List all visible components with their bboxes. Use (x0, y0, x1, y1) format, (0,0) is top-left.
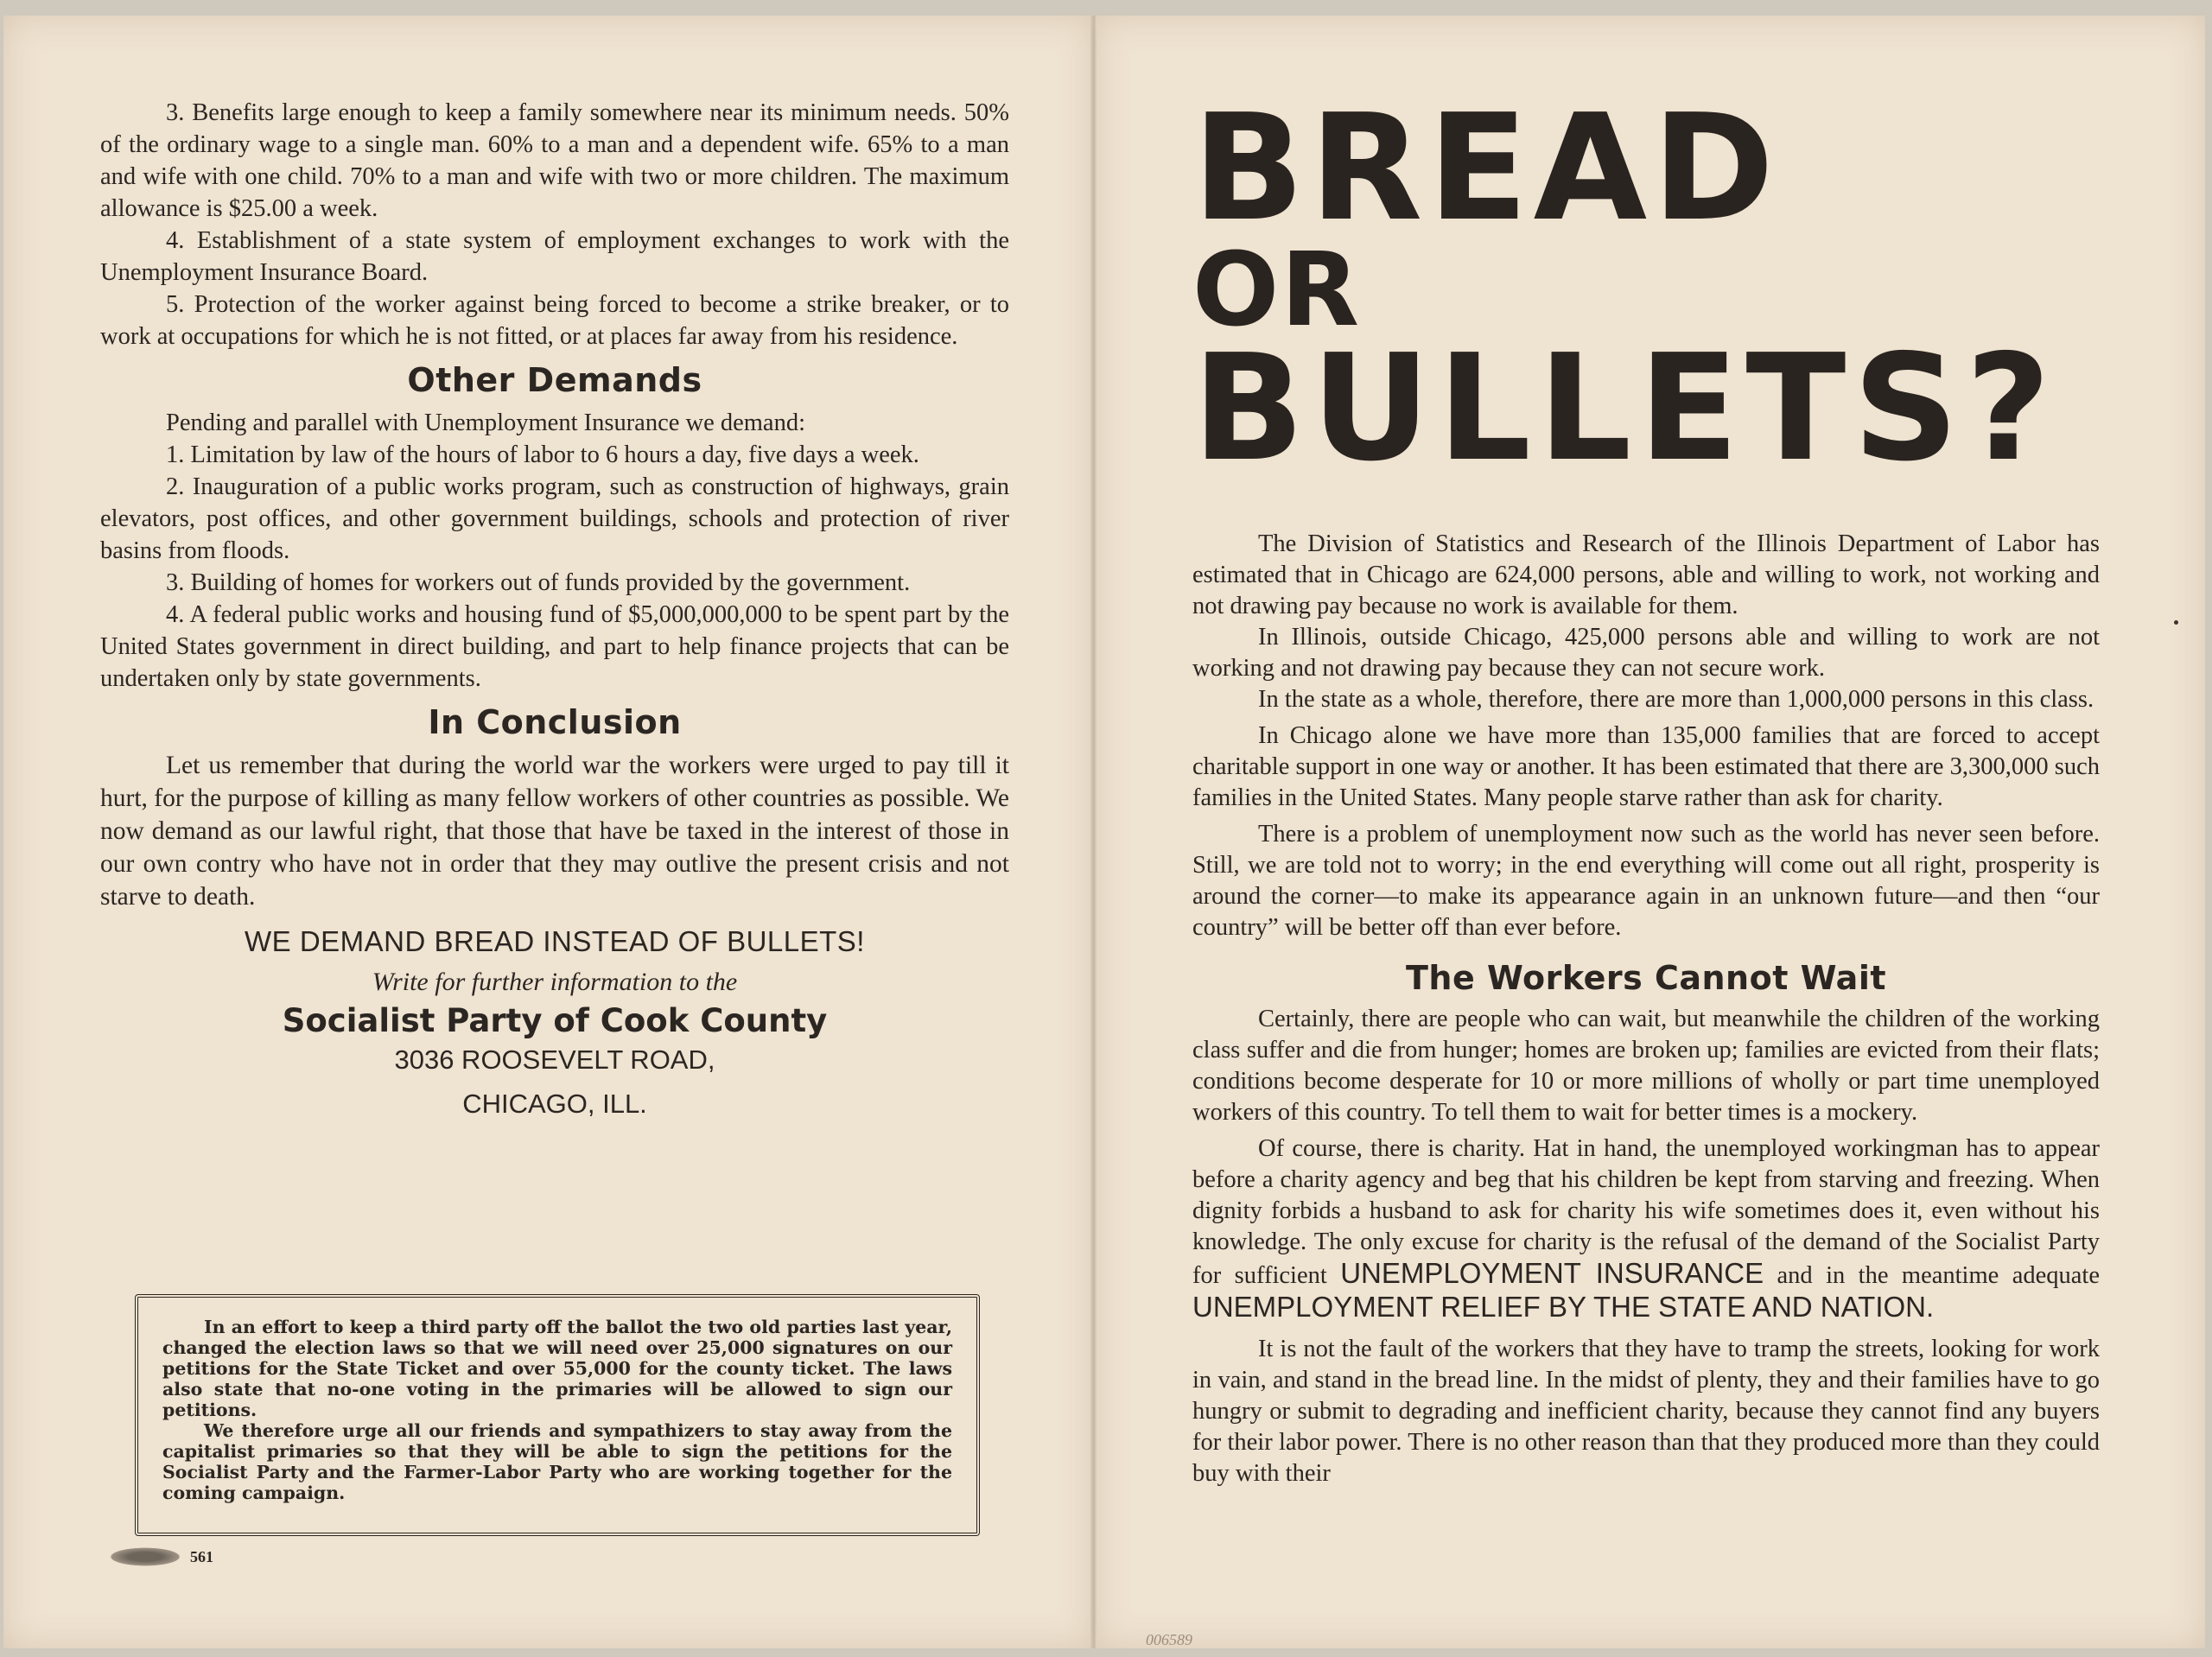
address-city: CHICAGO, ILL. (462, 1089, 647, 1119)
left-column (100, 97, 1009, 1132)
demand-line: WE DEMAND BREAD INSTEAD OF BULLETS! (245, 925, 865, 957)
workers-paragraph-2-mid: and in the meantime adequate (1764, 1262, 2100, 1289)
workers-heading: The Workers Cannot Wait (1405, 959, 1887, 997)
benefit-item-5: 5. Protection of the worker against being forced to become a strike breaker, or to work at occupations for which he is not fitted, or at places far away from his residence. (100, 291, 1009, 350)
union-bug-icon (105, 1546, 185, 1567)
headline-bullets: BULLETS? (1192, 323, 2058, 494)
right-column (1192, 83, 2100, 1489)
intro-paragraph-2: In Illinois, outside Chicago, 425,000 persons able and willing to work are not working and not drawing pay because they can not secure work. (1192, 624, 2100, 682)
workers-paragraph-2 (1192, 1133, 2100, 1325)
other-demands-intro: Pending and parallel with Unemployment Insurance we demand: (166, 409, 805, 436)
address-street: 3036 ROOSEVELT ROAD, (394, 1044, 715, 1075)
intro-paragraph-5: There is a problem of unemployment now such as the world has never seen before. Still, we are told not to worry; in the end everything will come out all right, prosperity is around the corner—to make its appearance again in an unknown future—and then “our country” will be better off than ever before. (1192, 821, 2100, 941)
other-demands-heading: Other Demands (407, 361, 702, 399)
workers-paragraph-3: It is not the fault of the workers that they have to tramp the streets, looking for work in vain, and stand in the bread line. In the midst of plenty, they and their families have to go hungry or submit to degrading and inefficient charity, because they cannot find any buyers for their labor power. There is no other reason than that they produced more than they could buy with their (1192, 1336, 2100, 1487)
demand-item-1: 1. Limitation by law of the hours of labor to 6 hours a day, five days a week. (166, 441, 919, 468)
org-name: Socialist Party of Cook County (282, 1002, 828, 1039)
right-body (1192, 529, 2100, 1489)
intro-paragraph-1: The Division of Statistics and Research of the Illinois Department of Labor has estimated that in Chicago are 624,000 persons, able and willing to work, not working and not drawing pay because no work is available for them. (1192, 530, 2100, 619)
archive-stamp: 006589 (1146, 1631, 1192, 1648)
workers-paragraph-1: Certainly, there are people who can wait, but meanwhile the children of the working class suffer and die from hunger; homes are broken up; families are evicted from their flats; conditions become desperate for 10 or more millions of wholly or part time unemployed workers of this country. To tell them to wait for better times is a mockery. (1192, 1006, 2100, 1126)
intro-paragraph-4: In Chicago alone we have more than 135,000 families that are forced to accept charitable support in one way or another. It has been estimated that there are 3,300,000 such families in the United States. Many people starve rather than ask for charity. (1192, 722, 2100, 811)
demand-item-4: 4. A federal public works and housing fund of $5,000,000,000 to be spent part by the United States government in direct building, and part to help finance projects that can be undertaken only by state governments. (100, 601, 1009, 692)
conclusion-text: Let us remember that during the world war the workers were urged to pay till it hurt, for the purpose of killing as many fellow workers of other countries as possible. We now demand as our lawful right, that those that have be taxed in the interest of those in our own contry who have not in order that they may outlive the present crisis and not starve to death. (100, 752, 1009, 911)
union-label-number: 561 (190, 1547, 213, 1565)
intro-paragraph-3: In the state as a whole, therefore, there are more than 1,000,000 persons in this class. (1258, 686, 2094, 713)
notice-paragraph-2: We therefore urge all our friends and sympathizers to stay away from the capitalist primaries so that they will be able to sign the petitions for the Socialist Party and the Farmer-Labor Party who are working together for the coming campaign. (162, 1420, 952, 1503)
workers-paragraph-2-text: Of course, there is charity. Hat in hand, the unemployed workingman has to appear before a charity agency and beg that his children be kept from starving and freezing. When dignity forbids a husband to ask for charity his wife sometimes does it, even without his knowledge. The only excuse for charity is the refusal of the demand of the Socialist Party for sufficient (1192, 1135, 2100, 1289)
paper-speck (2174, 620, 2178, 625)
demand-item-3: 3. Building of homes for workers out of funds provided by the government. (166, 569, 911, 596)
union-label (105, 1546, 213, 1567)
write-line: Write for further information to the (372, 968, 738, 996)
headline (1192, 83, 2100, 494)
notice-paragraph-1: In an effort to keep a third party off the ballot the two old parties last year, changed the election laws so that we will need over 25,000 signatures on our petitions for the State Ticket and over 55,000 for the county ticket. The laws also state that no-one voting in the primaries will be allowed to sign our petitions. (162, 1317, 952, 1420)
petition-notice-box (135, 1294, 980, 1536)
unemployment-insurance-caps: UNEMPLOYMENT INSURANCE (1340, 1257, 1764, 1289)
unemployment-relief-caps: UNEMPLOYMENT RELIEF BY THE STATE AND NATION. (1192, 1291, 1935, 1323)
benefit-item-4: 4. Establishment of a state system of employment exchanges to work with the Unemployment Insurance Board. (100, 227, 1009, 286)
headline-bread: BREAD (1192, 83, 1780, 254)
conclusion-heading: In Conclusion (428, 703, 682, 741)
demand-item-2: 2. Inauguration of a public works program, such as construction of highways, grain elevators, post offices, and other government buildings, schools and protection of river basins from floods. (100, 473, 1009, 564)
benefit-item-3: 3. Benefits large enough to keep a family somewhere near its minimum needs. 50% of the ordinary wage to a single man. 60% to a man and a dependent wife. 65% to a man and wife with one child. 70% to a man and wife with two or more children. The maximum allowance is $25.00 a week. (100, 99, 1009, 222)
headline-or: OR (1192, 230, 1362, 349)
page-fold (1090, 16, 1097, 1648)
